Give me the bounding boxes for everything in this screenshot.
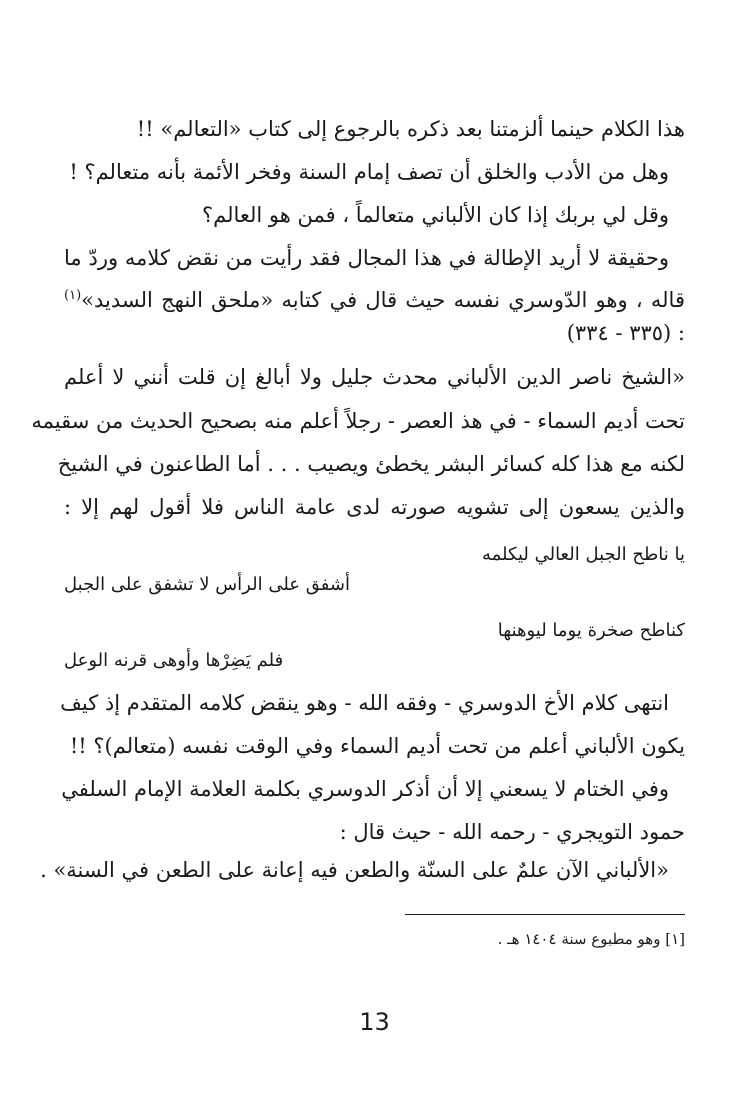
text-line: هذا الكلام حينما ألزمتنا بعد ذكره بالرجوع إلى كتاب «التعالم» !! bbox=[136, 117, 685, 141]
footnote-reference: (١) bbox=[64, 288, 82, 303]
quote-line: والذين يسعون إلى تشويه صورته لدى عامة الناس فلا أقول لهم إلا : bbox=[64, 495, 685, 519]
quote-line: لكنه مع هذا كله كسائر البشر يخطئ ويصيب . . . أما الطاعنون في الشيخ bbox=[57, 452, 685, 476]
verse-hemistich: فلم يَضِرْها وأوهى قرنه الوعل bbox=[64, 650, 284, 671]
text-line: وقل لي بربك إذا كان الألباني متعالماً ، فمن هو العالم؟ bbox=[201, 203, 669, 227]
text-line bbox=[64, 281, 685, 315]
verse-hemistich: أشفق على الرأس لا تشفق على الجبل bbox=[64, 574, 350, 595]
text-line: انتهى كلام الأخ الدوسري - وفقه الله - وهو ينقض كلامه المتقدم إذ كيف bbox=[60, 691, 669, 715]
text-line: وفي الختام لا يسعني إلا أن أذكر الدوسري بكلمة العلامة الإمام السلفي bbox=[61, 777, 669, 801]
text-line: «الألباني الآن علمٌ على السنّة والطعن فيه إعانة على الطعن في السنة» . bbox=[40, 858, 669, 882]
page-number: 13 bbox=[359, 1008, 390, 1036]
footnote: [١] وهو مطبوع سنة ١٤٠٤ هـ . bbox=[497, 930, 685, 948]
text-line: : (٣٣٥ - ٣٣٤) bbox=[566, 321, 685, 345]
text-line: يكون الألباني أعلم من تحت أديم السماء وفي الوقت نفسه (متعالم)؟ !! bbox=[69, 734, 685, 758]
footnote-divider bbox=[405, 914, 685, 915]
text-line: وحقيقة لا أريد الإطالة في هذا المجال فقد رأيت من نقض كلامه وردّ ما bbox=[64, 246, 669, 270]
text-line-body: قاله ، وهو الدّوسري نفسه حيث قال في كتابه «ملحق النهج السديد» bbox=[81, 288, 685, 312]
verse-hemistich: يا ناطح الجبل العالي ليكلمه bbox=[481, 544, 685, 565]
quote-line: تحت أديم السماء - في هذ العصر - رجلاً أعلم منه بصحيح الحديث من سقيمه bbox=[31, 409, 685, 433]
quote-line: «الشيخ ناصر الدين الألباني محدث جليل ولا أبالغ إن قلت أنني لا أعلم bbox=[64, 365, 685, 389]
text-line: حمود التويجري - رحمه الله - حيث قال : bbox=[339, 820, 685, 844]
text-line: وهل من الأدب والخلق أن تصف إمام السنة وفخر الأئمة بأنه متعالم؟ ! bbox=[69, 160, 669, 184]
verse-hemistich: كناطح صخرة يوما ليوهنها bbox=[497, 620, 685, 641]
